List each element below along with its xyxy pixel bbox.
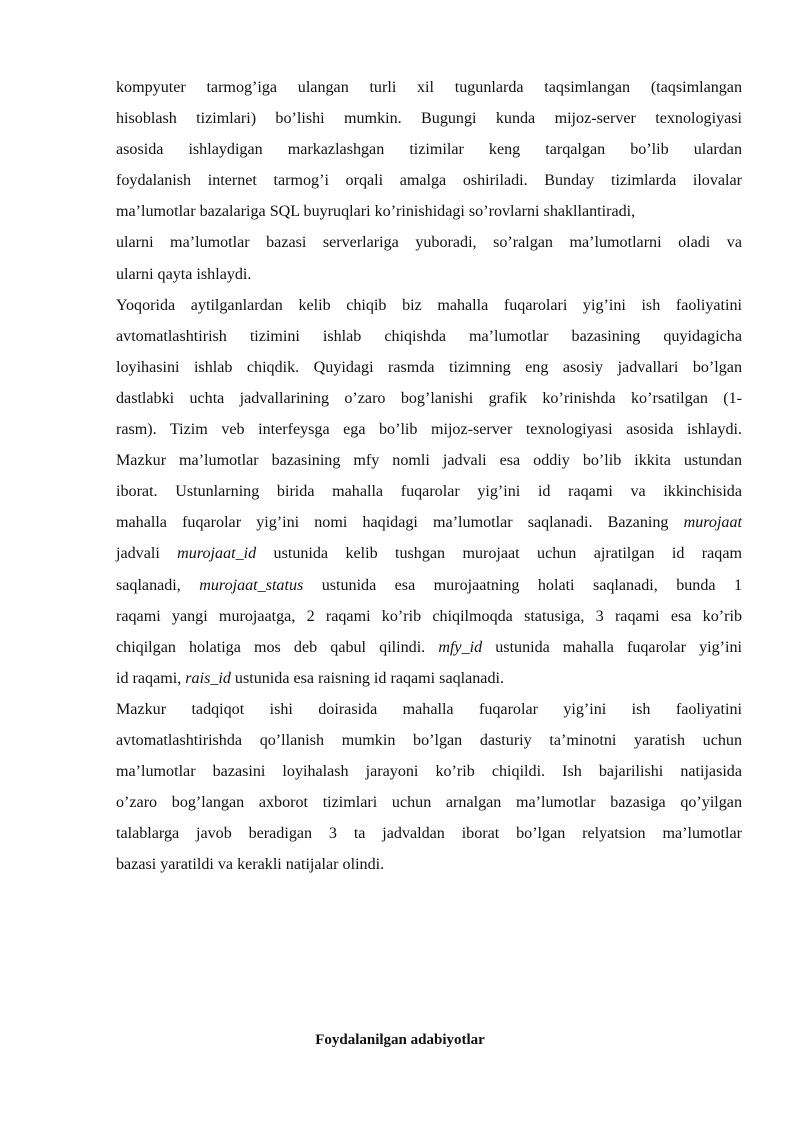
italic-term: murojaat_status (199, 576, 304, 594)
text-line (116, 290, 742, 321)
text-line (116, 756, 742, 787)
paragraph (116, 694, 742, 881)
text-line (116, 414, 742, 445)
text-line (116, 787, 742, 818)
text-segment: avtomatlashtirishda qo’llanish mumkin bo’lgan dasturiy ta’minotni yaratish uchun (116, 731, 742, 749)
text-segment: bazasi yaratildi va kerakli natijalar olindi. (116, 856, 385, 874)
text-segment: dastlabki uchta jadvallarining o’zaro bog’lanishi grafik ko’rinishda ko’rsatilgan (1- (116, 389, 742, 407)
text-segment: id raqami, (116, 669, 186, 687)
text-line (116, 725, 742, 756)
paragraph (116, 290, 742, 694)
text-segment: ustunida esa murojaatning holati saqlanadi, bunda 1 (303, 576, 742, 594)
text-segment: avtomatlashtirish tizimini ishlab chiqishda ma’lumotlar bazasining quyidagicha (116, 327, 742, 345)
text-line (116, 849, 742, 880)
text-line (116, 570, 742, 601)
text-segment: Mazkur ma’lumotlar bazasining mfy nomli jadvali esa oddiy bo’lib ikkita ustundan (116, 452, 742, 470)
text-segment: ustunida mahalla fuqarolar yig’ini (482, 638, 742, 656)
text-line (116, 165, 742, 196)
italic-term: murojaat (683, 514, 742, 532)
text-segment: ustunida kelib tushgan murojaat uchun ajratilgan id raqam (256, 545, 742, 563)
text-segment: raqami yangi murojaatga, 2 raqami ko’rib chiqilmoqda statusiga, 3 raqami esa ko’rib (116, 607, 742, 625)
text-line (116, 259, 742, 290)
italic-term: mfy_id (438, 638, 483, 656)
text-segment: jadvali (116, 545, 178, 563)
text-line (116, 383, 742, 414)
text-line (116, 103, 742, 134)
text-segment: Mazkur tadqiqot ishi doirasida mahalla fuqarolar yig’ini ish faoliyatini (116, 700, 742, 718)
text-line (116, 352, 742, 383)
text-segment: iborat. Ustunlarning birida mahalla fuqarolar yig’ini id raqami va ikkinchisida (116, 483, 742, 501)
text-line (116, 694, 742, 725)
text-line (116, 476, 742, 507)
text-segment: ma’lumotlar bazasini loyihalash jarayoni ko’rib chiqildi. Ish bajarilishi natijasida (116, 763, 742, 781)
italic-term: murojaat_id (177, 545, 257, 563)
text-line (116, 601, 742, 632)
text-segment: foydalanish internet tarmog’i orqali amalga oshiriladi. Bunday tizimlarda ilovalar (116, 172, 742, 190)
text-line (116, 72, 742, 103)
paragraph (116, 72, 742, 290)
text-segment: saqlanadi, (116, 576, 200, 594)
references-heading: Foydalanilgan adabiyotlar (315, 1032, 485, 1048)
text-line (116, 321, 742, 352)
text-segment: chiqilgan holatiga mos deb qabul qilindi. (116, 638, 439, 656)
text-segment: mahalla fuqarolar yig’ini nomi haqidagi ma’lumotlar saqlanadi. Bazaning (116, 514, 684, 532)
text-line (116, 507, 742, 538)
text-line (116, 134, 742, 165)
text-segment: o’zaro bog’langan axborot tizimlari uchun arnalgan ma’lumotlar bazasiga qo’yilgan (116, 794, 742, 812)
text-segment: Yoqorida aytilganlardan kelib chiqib biz mahalla fuqarolari yig’ini ish faoliyatini (116, 296, 742, 314)
text-segment: ma’lumotlar bazalariga SQL buyruqlari ko’rinishidagi so’rovlarni shakllantiradi, (116, 203, 636, 221)
text-segment: hisoblash tizimlari) bo’lishi mumkin. Bugungi kunda mijoz-server texnologiyasi (116, 110, 742, 128)
text-line (116, 663, 742, 694)
text-segment: loyihasini ishlab chiqdik. Quyidagi rasmda tizimning eng asosiy jadvallari bo’lgan (116, 358, 742, 376)
text-line (116, 818, 742, 849)
text-segment: asosida ishlaydigan markazlashgan tizimilar keng tarqalgan bo’lib ulardan (116, 141, 742, 159)
text-segment: ularni qayta ishlaydi. (116, 265, 252, 283)
italic-term: rais_id (185, 669, 231, 687)
text-segment: rasm). Tizim veb interfeysga ega bo’lib mijoz-server texnologiyasi asosida ishlaydi. (116, 421, 742, 439)
text-line (116, 196, 742, 227)
text-segment: kompyuter tarmog’iga ulangan turli xil tugunlarda taqsimlangan (taqsimlangan (116, 79, 742, 96)
text-segment: ustunida esa raisning id raqami saqlanadi. (230, 669, 504, 687)
text-line (116, 538, 742, 569)
text-segment: talablarga javob beradigan 3 ta jadvaldan iborat bo’lgan relyatsion ma’lumotlar (116, 825, 742, 843)
text-segment: ularni ma’lumotlar bazasi serverlariga yuboradi, so’ralgan ma’lumotlarni oladi va (116, 234, 742, 252)
text-line (116, 632, 742, 663)
text-line (116, 227, 742, 258)
text-line (116, 445, 742, 476)
body-text (116, 72, 742, 880)
